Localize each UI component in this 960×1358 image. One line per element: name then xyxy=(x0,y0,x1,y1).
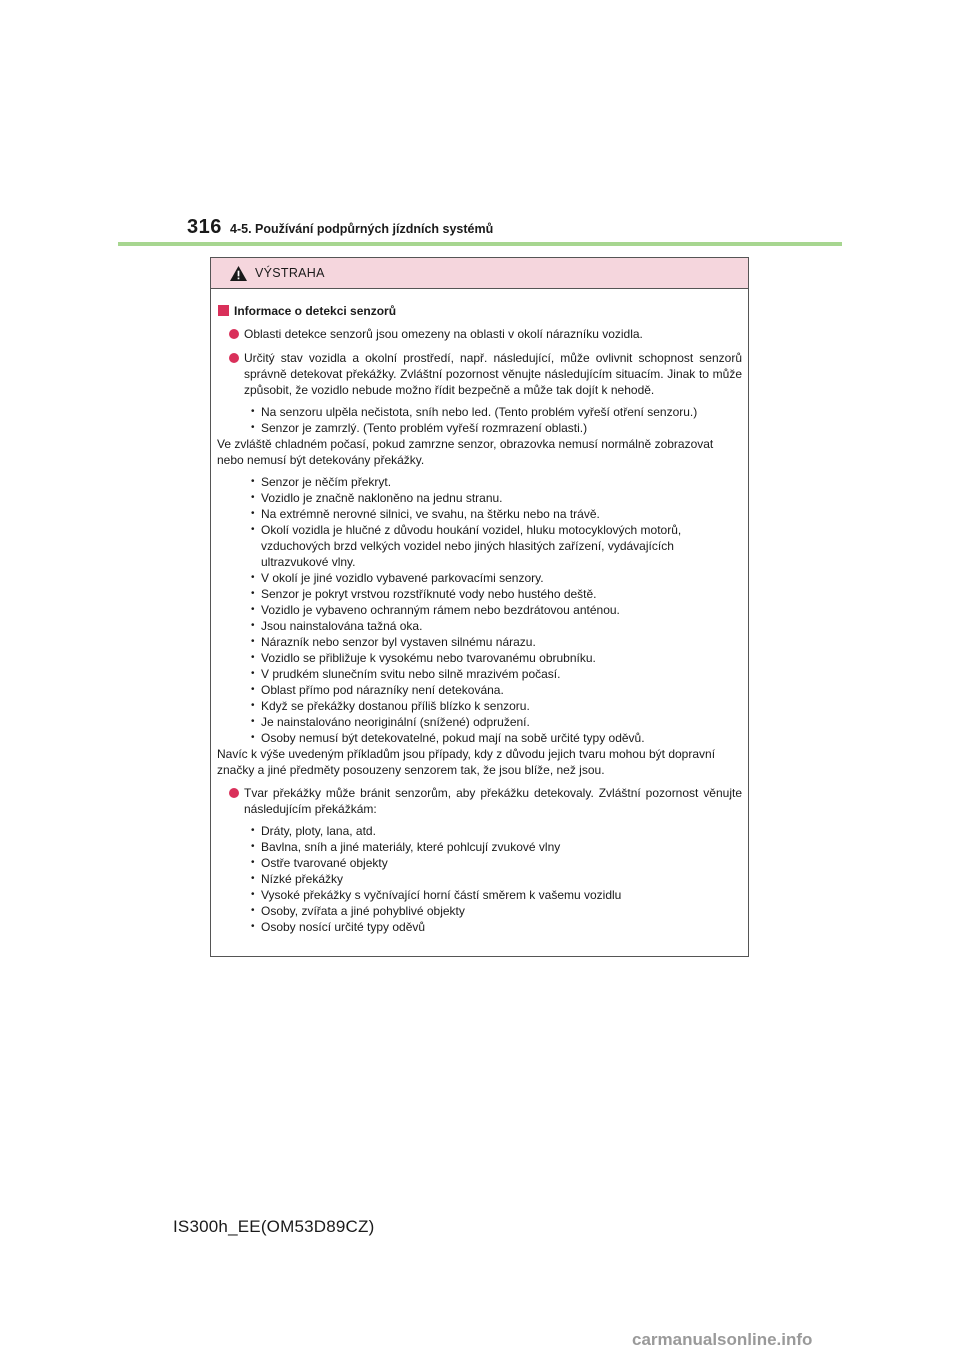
bullet-paragraph xyxy=(217,785,742,817)
topic-heading xyxy=(217,303,742,319)
round-bullet-icon xyxy=(229,329,239,339)
model-code: IS300h_EE(OM53D89CZ) xyxy=(173,1217,375,1236)
list-item xyxy=(251,871,742,887)
header-divider xyxy=(118,242,842,246)
list-item xyxy=(251,855,742,871)
dot-bullet-icon: • xyxy=(251,857,255,868)
list-item-text: Na senzoru ulpěla nečistota, sníh nebo led. (Tento problém vyřeší otření senzoru.) xyxy=(261,405,698,419)
list-item-text: Vozidlo je značně nakloněno na jednu stranu. xyxy=(261,491,503,505)
list-item-text: Osoby, zvířata a jiné pohyblivé objekty xyxy=(261,904,465,918)
list-item xyxy=(251,714,742,730)
list-item xyxy=(251,903,742,919)
list-item xyxy=(251,506,742,522)
list-item xyxy=(251,602,742,618)
dot-bullet-icon: • xyxy=(251,732,255,743)
topic-text: Informace o detekci senzorů xyxy=(234,304,397,318)
dot-bullet-icon: • xyxy=(251,825,255,836)
dot-bullet-icon: • xyxy=(251,905,255,916)
list-item xyxy=(251,666,742,682)
warning-title: VÝSTRAHA xyxy=(255,266,325,280)
list-item xyxy=(251,682,742,698)
dot-bullet-icon: • xyxy=(251,588,255,599)
list-item xyxy=(251,650,742,666)
list-item-text: Když se překážky dostanou příliš blízko k senzoru. xyxy=(261,699,530,713)
warning-box xyxy=(210,257,749,957)
list-item xyxy=(251,698,742,714)
dot-bullet-icon: • xyxy=(251,889,255,900)
list-item-text: Nárazník nebo senzor byl vystaven silnému nárazu. xyxy=(261,635,536,649)
bullet-text: Určitý stav vozidla a okolní prostředí, např. následující, může ovlivnit schopnost senzorů správně detekovat překážky. Zvláštní pozornost věnujte následujícím situacím. Jinak to může způsobit, že vozidlo nebude možno řídit bezpečně a může tak dojít k nehodě. xyxy=(244,351,742,397)
bullet-text: Oblasti detekce senzorů jsou omezeny na oblasti v okolí nárazníku vozidla. xyxy=(244,327,643,341)
dot-bullet-icon: • xyxy=(251,841,255,852)
list-item-text: Vozidlo je vybaveno ochranným rámem nebo bezdrátovou anténou. xyxy=(261,603,620,617)
dot-bullet-icon: • xyxy=(251,406,255,417)
dot-bullet-icon: • xyxy=(251,604,255,615)
section-title: 4-5. Používání podpůrných jízdních systémů xyxy=(230,222,494,236)
list-item-text: Oblast přímo pod nárazníky není detekována. xyxy=(261,683,504,697)
dot-bullet-icon: • xyxy=(251,636,255,647)
obstacle-list xyxy=(251,823,742,935)
list-item-text: Nízké překážky xyxy=(261,872,344,886)
dot-bullet-icon: • xyxy=(251,508,255,519)
dot-bullet-icon: • xyxy=(251,716,255,727)
extra-note: Navíc k výše uvedeným příkladům jsou případy, kdy z důvodu jejich tvaru mohou být dopravní značky a jiné předměty posouzeny senzorem tak, že jsou blíže, než jsou. xyxy=(217,747,716,777)
list-item xyxy=(251,490,742,506)
dot-bullet-icon: • xyxy=(251,873,255,884)
list-item xyxy=(251,634,742,650)
watermark: carmanualsonline.info xyxy=(632,1330,813,1349)
list-item-text: Vysoké překážky s vyčnívající horní částí směrem k vašemu vozidlu xyxy=(261,888,622,902)
condition-list xyxy=(251,474,742,746)
list-item xyxy=(251,474,742,490)
list-item-text: Senzor je pokryt vrstvou rozstříknuté vody nebo hustého deště. xyxy=(261,587,597,601)
list-item-text: Bavlna, sníh a jiné materiály, které pohlcují zvukové vlny xyxy=(261,840,561,854)
dot-bullet-icon: • xyxy=(251,492,255,503)
list-item xyxy=(251,522,742,570)
dot-bullet-icon: • xyxy=(251,668,255,679)
page-number: 316 xyxy=(187,216,222,238)
list-item-text: Dráty, ploty, lana, atd. xyxy=(261,824,376,838)
list-item xyxy=(251,586,742,602)
list-item-text: Ostře tvarované objekty xyxy=(261,856,388,870)
list-item-text: Okolí vozidla je hlučné z důvodu houkání vozidel, hluku motocyklových motorů, vzduchových brzd velkých vozidel nebo jiných hlasitých zařízení, vydávajících ultrazvukové vlny. xyxy=(261,523,682,569)
condition-list xyxy=(251,404,742,436)
bullet-text: Tvar překážky může bránit senzorům, aby překážku detekovaly. Zvláštní pozornost věnujte následujícím překážkám: xyxy=(244,786,742,816)
list-item xyxy=(251,404,742,420)
round-bullet-icon xyxy=(229,353,239,363)
bullet-paragraph xyxy=(217,326,742,342)
list-item-text: Osoby nemusí být detekovatelné, pokud mají na sobě určité typy oděvů. xyxy=(261,731,645,745)
dot-bullet-icon: • xyxy=(251,572,255,583)
list-item-text: Na extrémně nerovné silnici, ve svahu, na štěrku nebo na trávě. xyxy=(261,507,600,521)
list-item xyxy=(251,823,742,839)
list-item xyxy=(251,570,742,586)
warning-triangle-icon xyxy=(229,265,248,282)
round-bullet-icon xyxy=(229,788,239,798)
dot-bullet-icon: • xyxy=(251,921,255,932)
dot-bullet-icon: • xyxy=(251,476,255,487)
warning-header xyxy=(211,258,748,289)
dot-bullet-icon: • xyxy=(251,700,255,711)
list-item xyxy=(251,919,742,935)
dot-bullet-icon: • xyxy=(251,524,255,535)
warning-body xyxy=(211,289,748,935)
dot-bullet-icon: • xyxy=(251,422,255,433)
list-item xyxy=(251,618,742,634)
square-bullet-icon xyxy=(218,305,229,316)
bullet-paragraph xyxy=(217,350,742,398)
list-item-text: Jsou nainstalována tažná oka. xyxy=(261,619,423,633)
list-item-text: Senzor je něčím překryt. xyxy=(261,475,392,489)
list-item-text: Osoby nosící určité typy oděvů xyxy=(261,920,426,934)
list-item-text: Je nainstalováno neoriginální (snížené) odpružení. xyxy=(261,715,530,729)
dot-bullet-icon: • xyxy=(251,684,255,695)
list-item xyxy=(251,887,742,903)
list-item-text: V okolí je jiné vozidlo vybavené parkovacími senzory. xyxy=(261,571,544,585)
cold-weather-note: Ve zvláště chladném počasí, pokud zamrzne senzor, obrazovka nemusí normálně zobrazovat nebo nemusí být detekovány překážky. xyxy=(217,437,714,467)
list-item xyxy=(251,730,742,746)
dot-bullet-icon: • xyxy=(251,620,255,631)
list-item-text: V prudkém slunečním svitu nebo silně mrazivém počasí. xyxy=(261,667,561,681)
list-item xyxy=(251,420,742,436)
list-item-text: Senzor je zamrzlý. (Tento problém vyřeší rozmrazení oblasti.) xyxy=(261,421,588,435)
list-item-text: Vozidlo se přibližuje k vysokému nebo tvarovanému obrubníku. xyxy=(261,651,596,665)
list-item xyxy=(251,839,742,855)
dot-bullet-icon: • xyxy=(251,652,255,663)
